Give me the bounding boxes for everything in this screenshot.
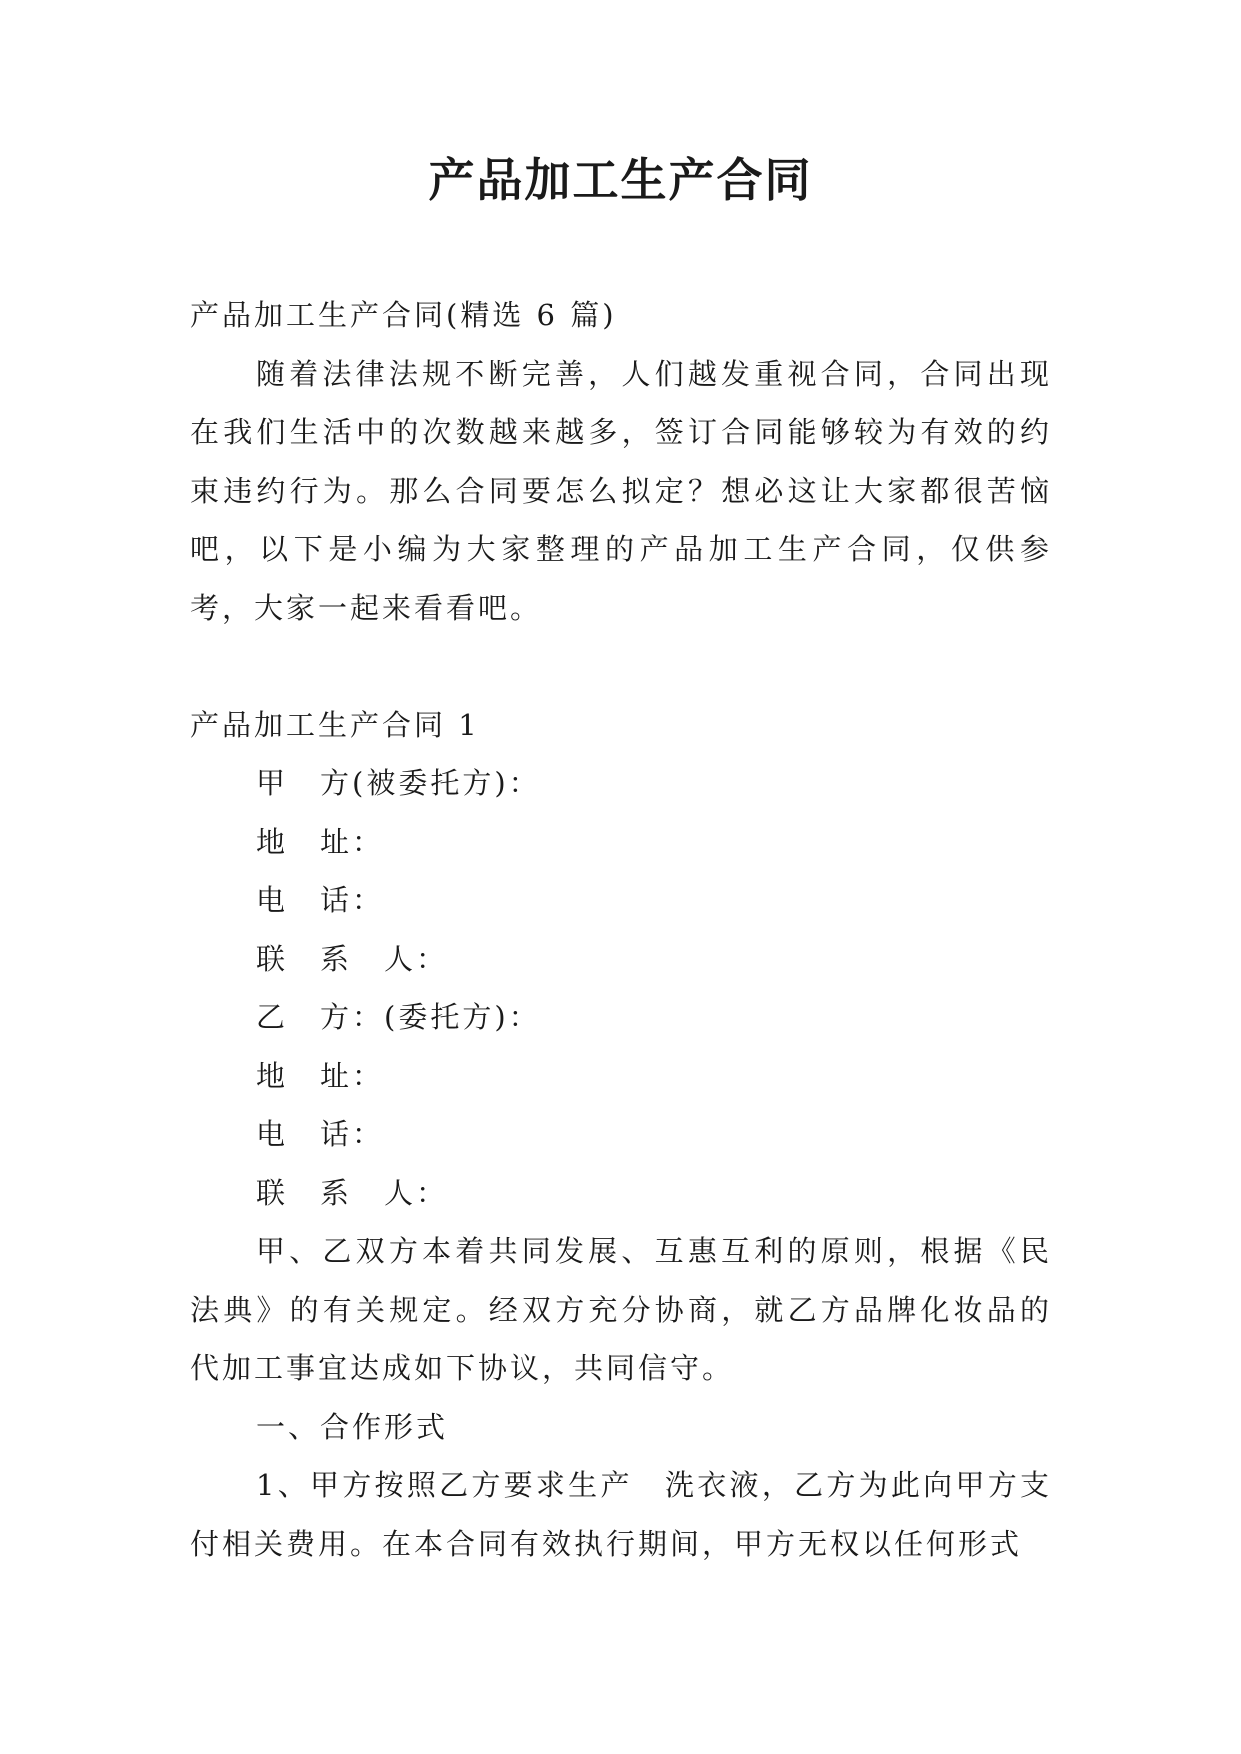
party-b-label: 乙 方：(委托方)：	[256, 1000, 541, 1034]
party-b-phone: 电 话：	[256, 1117, 385, 1151]
party-a-label: 甲 方(被委托方)：	[256, 766, 541, 800]
party-b-contact: 联 系 人：	[256, 1175, 449, 1210]
party-a-address: 地 址：	[256, 824, 385, 859]
clause-1-heading: 一、合作形式	[256, 1409, 449, 1444]
paragraph-gap	[190, 637, 1052, 696]
preamble-paragraph: 甲、乙双方本着共同发展、互惠互利的原则，根据《民法典》的有关规定。经双方充分协商，就乙方品牌化妆品的代加工事宜达成如下协议，共同信守。	[190, 1234, 1052, 1385]
document-subtitle: 产品加工生产合同(精选 6 篇)	[190, 298, 617, 332]
party-a-phone: 电 话：	[256, 883, 385, 917]
document-body	[190, 286, 1052, 1573]
section-heading: 产品加工生产合同 1	[190, 707, 480, 742]
intro-paragraph: 随着法律法规不断完善，人们越发重视合同，合同出现在我们生活中的次数越来越多，签订合同能够较为有效的约束违约行为。那么合同要怎么拟定？想必这让大家都很苦恼吧，以下是小编为大家整理的产品加工生产合同，仅供参考，大家一起来看看吧。	[190, 356, 1052, 625]
party-b-address: 地 址：	[256, 1058, 385, 1093]
party-a-contact: 联 系 人：	[256, 941, 449, 976]
clause-1-1-paragraph: 1、甲方按照乙方要求生产 洗衣液，乙方为此向甲方支付相关费用。在本合同有效执行期间，甲方无权以任何形式	[190, 1468, 1052, 1561]
document-title: 产品加工生产合同	[428, 153, 813, 207]
